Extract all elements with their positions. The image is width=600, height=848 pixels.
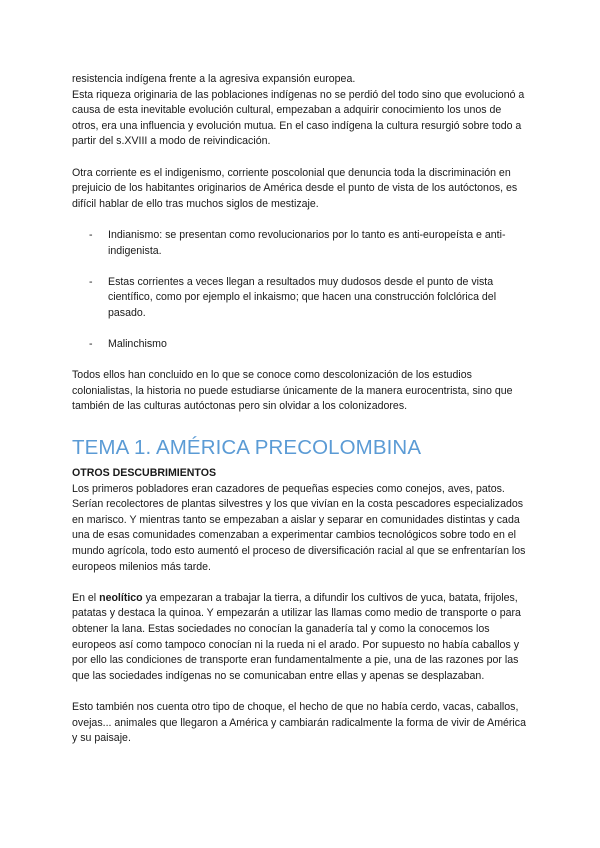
section-paragraph-3: Esto también nos cuenta otro tipo de choque, el hecho de que no había cerdo, vacas, caballos, ovejas... animales que llegaron a América y cambiarán radicalmente la forma de vivir de América y su paisaje. [72,700,526,745]
document-body [72,72,528,747]
list-item-text: Estas corrientes a veces llegan a resultados muy dudosos desde el punto de vista científico, como por ejemplo el inkaismo; que hacen una construcción folclórica del pasado. [108,275,497,319]
bullet-dash: - [89,338,93,351]
intro-paragraph-1: Esta riqueza originaria de las poblaciones indígenas no se perdió del todo sino que evolucionó a causa de esta inevitable evolución cultural, empezaban a adquirir conocimiento los unos de otros, era una influencia y evolución mutua. En el caso indígena la cultura resurgió sobre todo a partir del s.XVIII a modo de reivindicación. [72,88,525,148]
list-item [72,275,528,322]
intro-paragraph-2: Otra corriente es el indigenismo, corriente poscolonial que denuncia toda la discriminación en prejuicio de los habitantes originarios de América desde el punto de vista de los autóctonos, es difícil hablar de ello tras muchos siglos de mestizaje. [72,166,518,210]
neolitico-bold: neolítico [99,591,143,604]
list-item-text: Malinchismo [108,338,167,351]
intro-line: resistencia indígena frente a la agresiva expansión europea. [72,73,356,85]
list-item [72,337,528,353]
para-prefix: En el [72,591,100,604]
section-paragraph-1: Los primeros pobladores eran cazadores de pequeñas especies como conejos, aves, patos. Serían recolectores de plantas silvestres y los que vivían en la costa pescadores especializados en marisco. Y mientras tanto se empezaban a aislar y separar en comunidades distintas y cada una de esas comunidades comenzaban a experimentar cambios tecnológicos sobre todo en el mundo agrícola, todo esto aumentó el proceso de diversificación racial al que se enfrentarían los europeos milenios más tarde. [72,482,526,573]
bullet-dash: - [89,228,93,241]
section-heading: TEMA 1. AMÉRICA PRECOLOMBINA [72,436,422,460]
list-item-text: Indianismo: se presentan como revolucionarios por lo tanto es anti-europeísta e anti-indigenista. [108,228,506,257]
section-paragraph-2 [72,591,528,685]
conclusion-paragraph: Todos ellos han concluido en lo que se conoce como descolonización de los estudios colonialistas, la historia no puede estudiarse únicamente de la manera eurocentrista, sino que también de las culturas autóctonas pero sin olvidar a los colonizadores. [72,369,513,413]
section-subheading: OTROS DESCUBRIMIENTOS [72,467,217,480]
para-rest: ya empezaran a trabajar la tierra, a difundir los cultivos de yuca, batata, frijoles, patatas y destaca la quinoa. Y empezarán a utilizar las llamas como medio de transporte o para obtener la lana. Estas sociedades no conocían la ganadería tal y como la conocemos los europeos así como tampoco conocían ni la rueda ni el arado. Por supuesto no había caballos y por ello las condiciones de transporte eran fundamentalmente a pie, una de las razones por las que las sociedades indígenas no se comunicaban entre ellas y apenas se desplazaban. [72,591,521,682]
list-item [72,228,528,259]
bullet-dash: - [89,275,93,288]
